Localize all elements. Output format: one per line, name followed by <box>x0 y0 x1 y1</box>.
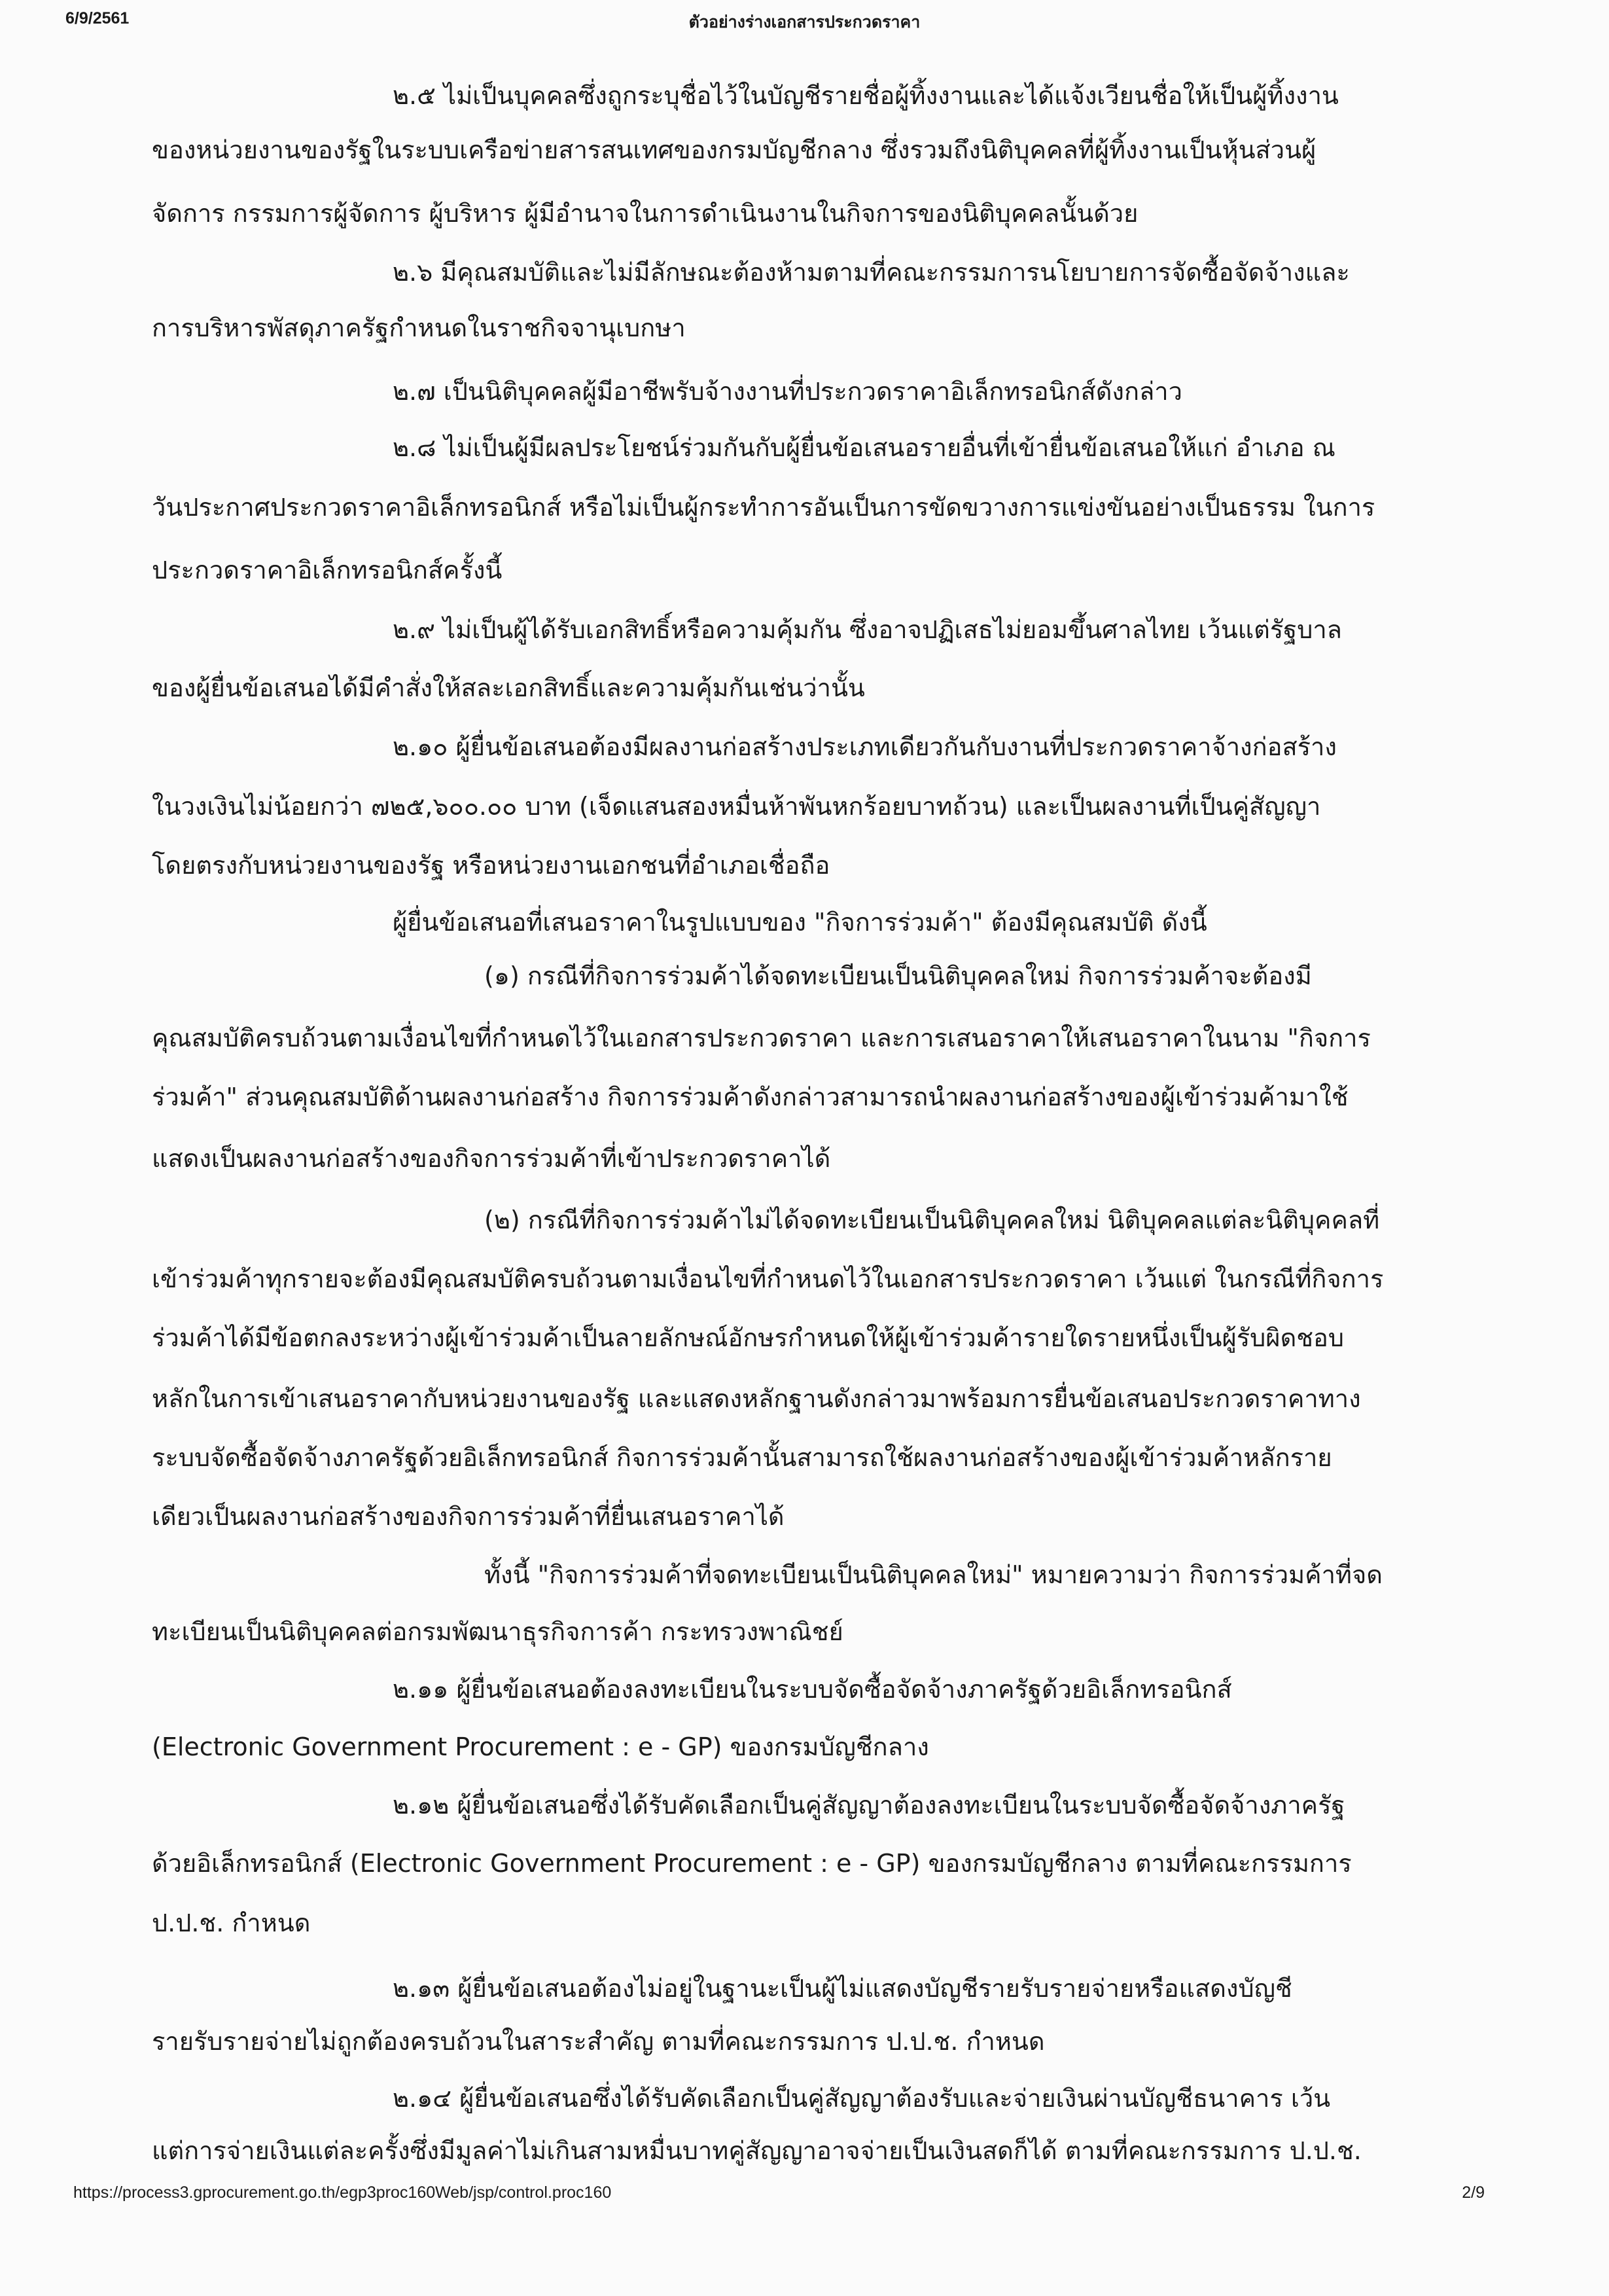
text-line: การบริหารพัสดุภาครัฐกำหนดในราชกิจจานุเบกษา <box>152 314 686 342</box>
print-date: 6/9/2561 <box>65 9 130 27</box>
text-line: (Electronic Government Procurement : e - GP) ของกรมบัญชีกลาง <box>152 1732 929 1761</box>
text-line: ๒.๑๒ ผู้ยื่นข้อเสนอซึ่งได้รับคัดเลือกเป็นคู่สัญญาต้องลงทะเบียนในระบบจัดซื้อจัดจ้างภาครัฐ <box>393 1791 1345 1820</box>
text-line: แสดงเป็นผลงานก่อสร้างของกิจการร่วมค้าที่เข้าประกวดราคาได้ <box>152 1144 831 1173</box>
page-number: 2/9 <box>1462 2183 1485 2202</box>
text-line: ๒.๖ มีคุณสมบัติและไม่มีลักษณะต้องห้ามตามที่คณะกรรมการนโยบายการจัดซื้อจัดจ้างและ <box>393 258 1350 287</box>
text-line: เข้าร่วมค้าทุกรายจะต้องมีคุณสมบัติครบถ้วนตามเงื่อนไขที่กำหนดไว้ในเอกสารประกวดราคา เว้นแต่ ในกรณีที่กิจการ <box>152 1265 1384 1293</box>
text-line: ๒.๕ ไม่เป็นบุคคลซึ่งถูกระบุชื่อไว้ในบัญชีรายชื่อผู้ทิ้งงานและได้แจ้งเวียนชื่อให้เป็นผู้ทิ้งงาน <box>393 81 1339 110</box>
text-line: รายรับรายจ่ายไม่ถูกต้องครบถ้วนในสาระสำคัญ ตามที่คณะกรรมการ ป.ป.ช. กำหนด <box>152 2027 1045 2056</box>
text-line: ประกวดราคาอิเล็กทรอนิกส์ครั้งนี้ <box>152 556 503 584</box>
text-line: ๒.๘ ไม่เป็นผู้มีผลประโยชน์ร่วมกันกับผู้ยื่นข้อเสนอรายอื่นที่เข้ายื่นข้อเสนอให้แก่ อำเภอ ณ <box>393 433 1335 462</box>
text-line: ๒.๑๑ ผู้ยื่นข้อเสนอต้องลงทะเบียนในระบบจัดซื้อจัดจ้างภาครัฐด้วยอิเล็กทรอนิกส์ <box>393 1675 1232 1704</box>
text-line: ร่วมค้า" ส่วนคุณสมบัติด้านผลงานก่อสร้าง กิจการร่วมค้าดังกล่าวสามารถนำผลงานก่อสร้างของผู้เข้าร่วมค้ามาใช้ <box>152 1083 1349 1111</box>
text-line: ร่วมค้าได้มีข้อตกลงระหว่างผู้เข้าร่วมค้าเป็นลายลักษณ์อักษรกำหนดให้ผู้เข้าร่วมค้ารายใดรายหนึ่งเป็นผู้รับผิดชอบ <box>152 1323 1344 1352</box>
text-line: ระบบจัดซื้อจัดจ้างภาครัฐด้วยอิเล็กทรอนิกส์ กิจการร่วมค้านั้นสามารถใช้ผลงานก่อสร้างของผู้เข้าร่วมค้าหลักราย <box>152 1443 1332 1472</box>
text-line: แต่การจ่ายเงินแต่ละครั้งซึ่งมีมูลค่าไม่เกินสามหมื่นบาทคู่สัญญาอาจจ่ายเป็นเงินสดก็ได้ ตามที่คณะกรรมการ ป.ป.ช. <box>152 2136 1362 2165</box>
text-line: ๒.๗ เป็นนิติบุคคลผู้มีอาชีพรับจ้างงานที่ประกวดราคาอิเล็กทรอนิกส์ดังกล่าว <box>393 377 1182 406</box>
text-line: จัดการ กรรมการผู้จัดการ ผู้บริหาร ผู้มีอำนาจในการดำเนินงานในกิจการของนิติบุคคลนั้นด้วย <box>152 199 1139 228</box>
text-line: ทั้งนี้ "กิจการร่วมค้าที่จดทะเบียนเป็นนิติบุคคลใหม่" หมายความว่า กิจการร่วมค้าที่จด <box>484 1560 1383 1589</box>
text-line: ๒.๑๔ ผู้ยื่นข้อเสนอซึ่งได้รับคัดเลือกเป็นคู่สัญญาต้องรับและจ่ายเงินผ่านบัญชีธนาคาร เว้น <box>393 2084 1331 2113</box>
document-title: ตัวอย่างร่างเอกสารประกวดราคา <box>688 12 921 31</box>
text-line: ทะเบียนเป็นนิติบุคคลต่อกรมพัฒนาธุรกิจการค้า กระทรวงพาณิชย์ <box>152 1617 843 1646</box>
text-line: (๑) กรณีที่กิจการร่วมค้าได้จดทะเบียนเป็นนิติบุคคลใหม่ กิจการร่วมค้าจะต้องมี <box>484 961 1312 990</box>
text-line: ในวงเงินไม่น้อยกว่า ๗๒๕,๖๐๐.๐๐ บาท (เจ็ดแสนสองหมื่นห้าพันหกร้อยบาทถ้วน) และเป็นผลงานที่เป็นคู่สัญญา <box>152 792 1321 821</box>
text-line: วันประกาศประกวดราคาอิเล็กทรอนิกส์ หรือไม่เป็นผู้กระทำการอันเป็นการขัดขวางการแข่งขันอย่างเป็นธรรม ในการ <box>152 493 1375 522</box>
text-line: ป.ป.ช. กำหนด <box>152 1909 311 1937</box>
text-line: หลักในการเข้าเสนอราคากับหน่วยงานของรัฐ และแสดงหลักฐานดังกล่าวมาพร้อมการยื่นข้อเสนอประกวดราคาทาง <box>152 1384 1361 1413</box>
text-line: ของผู้ยื่นข้อเสนอได้มีคำสั่งให้สละเอกสิทธิ์และความคุ้มกันเช่นว่านั้น <box>152 673 865 702</box>
text-line: ๒.๙ ไม่เป็นผู้ได้รับเอกสิทธิ์หรือความคุ้มกัน ซึ่งอาจปฏิเสธไม่ยอมขึ้นศาลไทย เว้นแต่รัฐบาล <box>393 615 1342 644</box>
text-line: คุณสมบัติครบถ้วนตามเงื่อนไขที่กำหนดไว้ในเอกสารประกวดราคา และการเสนอราคาให้เสนอราคาในนาม "กิจการ <box>152 1024 1371 1052</box>
text-line: (๒) กรณีที่กิจการร่วมค้าไม่ได้จดทะเบียนเป็นนิติบุคคลใหม่ นิติบุคคลแต่ละนิติบุคคลที่ <box>484 1206 1380 1234</box>
text-line: ด้วยอิเล็กทรอนิกส์ (Electronic Government Procurement : e - GP) ของกรมบัญชีกลาง ตามที่คณะกรรมการ <box>152 1849 1352 1878</box>
text-line: ๒.๑๓ ผู้ยื่นข้อเสนอต้องไม่อยู่ในฐานะเป็นผู้ไม่แสดงบัญชีรายรับรายจ่ายหรือแสดงบัญชี <box>393 1974 1292 2003</box>
text-line: ผู้ยื่นข้อเสนอที่เสนอราคาในรูปแบบของ "กิจการร่วมค้า" ต้องมีคุณสมบัติ ดังนี้ <box>393 908 1207 937</box>
text-line: ๒.๑๐ ผู้ยื่นข้อเสนอต้องมีผลงานก่อสร้างประเภทเดียวกันกับงานที่ประกวดราคาจ้างก่อสร้าง <box>393 732 1337 761</box>
text-line: ของหน่วยงานของรัฐในระบบเครือข่ายสารสนเทศของกรมบัญชีกลาง ซึ่งรวมถึงนิติบุคคลที่ผู้ทิ้งงานเป็นหุ้นส่วนผู้ <box>152 135 1317 164</box>
text-line: โดยตรงกับหน่วยงานของรัฐ หรือหน่วยงานเอกชนที่อำเภอเชื่อถือ <box>152 851 830 880</box>
text-line: เดียวเป็นผลงานก่อสร้างของกิจการร่วมค้าที่ยื่นเสนอราคาได้ <box>152 1502 785 1531</box>
footer-url: https://process3.gprocurement.go.th/egp3proc160Web/jsp/control.proc160 <box>73 2183 612 2202</box>
